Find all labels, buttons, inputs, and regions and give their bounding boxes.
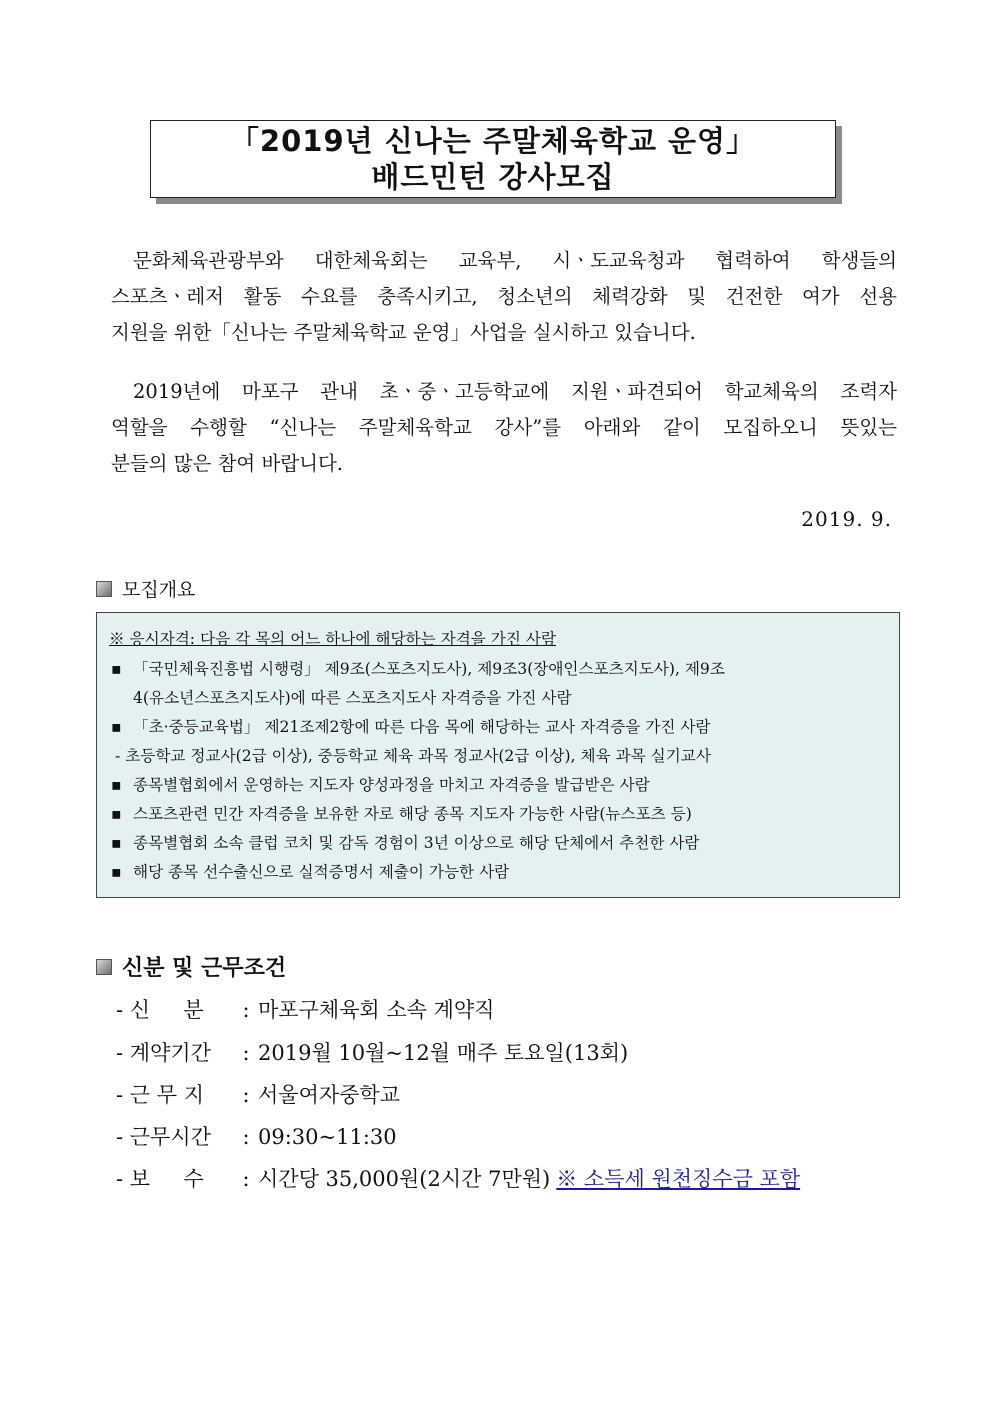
condition-label: - 보 수 <box>116 1167 204 1191</box>
condition-label: - 근 무 지 <box>116 1083 204 1107</box>
section-heading-text: 모집개요 <box>122 579 196 601</box>
title-line-1: 「2019년 신나는 주말체육학교 운영」 <box>229 124 757 158</box>
qualification-item-text: 종목별협회 소속 클럽 코치 및 감독 경험이 3년 이상으로 해당 단체에서 추천한 사람 <box>133 834 700 852</box>
condition-colon: : <box>242 1167 250 1191</box>
qualification-item-text: 스포츠관련 민간 자격증을 보유한 자로 해당 종목 지도자 가능한 사람(뉴스포츠 등) <box>133 805 692 823</box>
bullet-icon: ▪ <box>111 863 122 881</box>
section-heading-conditions <box>96 951 286 982</box>
qualification-subitem <box>115 746 711 766</box>
condition-value: 마포구체육회 소속 계약직 <box>258 998 495 1022</box>
intro-line: 문화체육관광부와 대한체육회는 교육부, 시ㆍ도교육청과 협력하여 학생들의 <box>133 249 897 272</box>
qualification-item-continuation <box>133 688 572 708</box>
document-date: 2019. 9. <box>801 507 892 531</box>
qualification-item-text: 해당 종목 선수출신으로 실적증명서 제출이 가능한 사람 <box>133 863 510 881</box>
qualification-item <box>111 833 700 853</box>
bullet-icon: ▪ <box>111 834 122 852</box>
intro-line: 지원을 위한「신나는 주말체육학교 운영」사업을 실시하고 있습니다. <box>111 321 696 344</box>
condition-value: 09:30~11:30 <box>258 1125 397 1149</box>
condition-colon: : <box>242 1125 250 1149</box>
qualification-item <box>111 862 509 882</box>
qualification-heading: ※ 응시자격: 다음 각 목의 어느 하나에 해당하는 자격을 가진 사람 <box>109 630 557 648</box>
intro-line: 분들의 많은 참여 바랍니다. <box>111 452 344 475</box>
square-bullet-icon <box>96 959 112 975</box>
section-heading-text: 신분 및 근무조건 <box>122 956 287 981</box>
bullet-icon: ▪ <box>111 776 122 794</box>
condition-row-workplace <box>116 1079 400 1109</box>
qualification-item-text: 「국민체육진흥법 시행령」 제9조(스포츠지도사), 제9조3(장애인스포츠지도사), 제9조 <box>133 660 725 678</box>
qualification-item <box>111 717 711 737</box>
intro-line: 2019년에 마포구 관내 초ㆍ중ㆍ고등학교에 지원ㆍ파견되어 학교체육의 조력자 <box>133 380 897 403</box>
condition-value: 2019월 10월~12월 매주 토요일(13회) <box>258 1041 629 1065</box>
condition-label: - 근무시간 <box>116 1125 211 1149</box>
intro-paragraph-2 <box>111 374 897 482</box>
condition-row-contract-period <box>116 1037 628 1067</box>
bullet-icon: ▪ <box>111 660 122 678</box>
intro-paragraph-1 <box>111 243 897 351</box>
condition-row-work-hours <box>116 1121 397 1151</box>
bullet-icon: ▪ <box>111 718 122 736</box>
condition-colon: : <box>242 1083 250 1107</box>
qualification-item-text: - 초등학교 정교사(2급 이상), 중등학교 체육 과목 정교사(2급 이상), 체육 과목 실기교사 <box>115 747 711 765</box>
qualification-item <box>111 804 692 824</box>
intro-line: 역할을 수행할 “신나는 주말체육학교 강사”를 아래와 같이 모집하오니 뜻있는 <box>111 416 897 439</box>
title-box <box>150 120 836 198</box>
condition-label: - 계약기간 <box>116 1041 211 1065</box>
qualification-item-text: 종목별협회에서 운영하는 지도자 양성과정을 마치고 자격증을 발급받은 사람 <box>133 776 650 794</box>
qualification-item-text: 4(유소년스포츠지도사)에 따른 스포츠지도사 자격증을 가진 사람 <box>133 689 572 707</box>
qualification-item <box>111 659 725 679</box>
square-bullet-icon <box>96 581 112 597</box>
qualification-item-text: 「초·중등교육법」 제21조제2항에 따른 다음 목에 해당하는 교사 자격증을 가진 사람 <box>133 718 711 736</box>
condition-row-status <box>116 994 495 1024</box>
condition-label: - 신 분 <box>116 998 204 1022</box>
qualification-item <box>111 775 650 795</box>
title-frame <box>150 120 836 198</box>
condition-value: 서울여자중학교 <box>258 1083 401 1107</box>
bullet-icon: ▪ <box>111 805 122 823</box>
condition-row-pay <box>116 1163 800 1193</box>
tax-note: ※ 소득세 원천징수금 포함 <box>556 1167 801 1191</box>
intro-line: 스포츠ㆍ레저 활동 수요를 충족시키고, 청소년의 체력강화 및 건전한 여가 선용 <box>111 285 897 308</box>
condition-colon: : <box>242 1041 250 1065</box>
condition-value: 시간당 35,000원(2시간 7만원) <box>258 1167 551 1191</box>
qualification-box <box>96 612 900 898</box>
title-line-2: 배드민턴 강사모집 <box>371 160 615 194</box>
section-heading-recruitment <box>96 575 195 602</box>
condition-colon: : <box>242 998 250 1022</box>
